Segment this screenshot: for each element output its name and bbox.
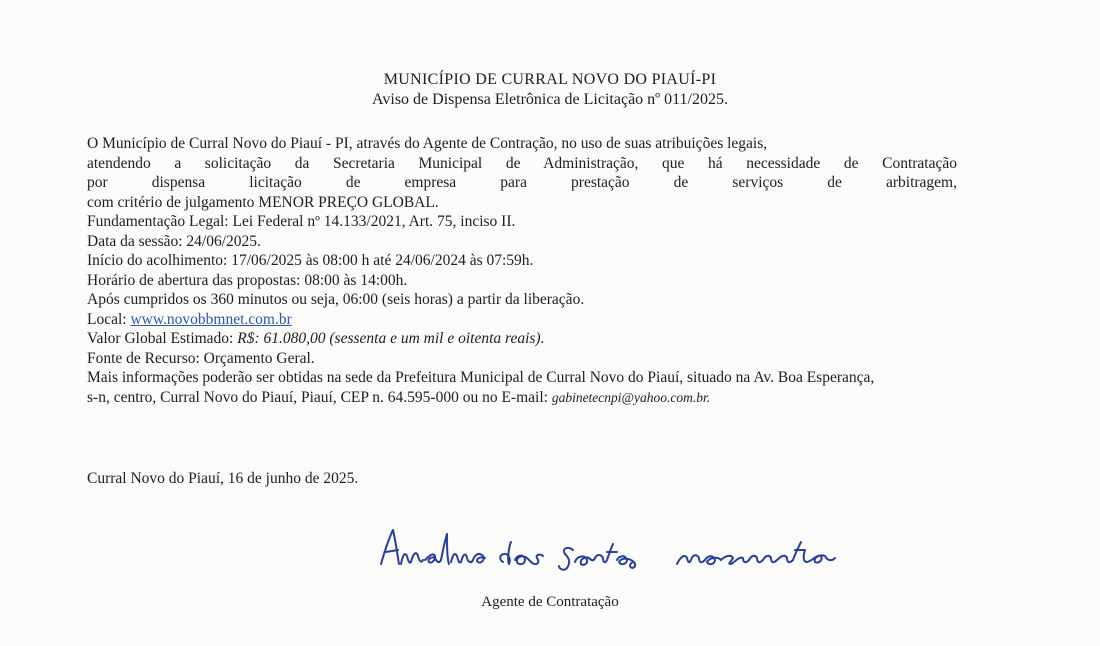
intro-line: por dispensa licitação de empresa para prestação de serviços de arbitragem, xyxy=(87,174,957,191)
location-row xyxy=(87,310,957,330)
more-info-line: Mais informações poderão ser obtidas na sede da Prefeitura Municipal de Curral Novo do Piauí, situado na Av. Boa Esperança, xyxy=(87,369,875,386)
funding-source: Fonte de Recurso: Orçamento Geral. xyxy=(87,349,315,367)
address-text: s-n, centro, Curral Novo do Piauí, Piauí, CEP n. 64.595-000 ou no E-mail: xyxy=(87,388,548,406)
municipality-title: MUNICÍPIO DE CURRAL NOVO DO PIAUÍ-PI xyxy=(383,71,717,88)
reception-period: Início do acolhimento: 17/06/2025 às 08:00 h até 24/06/2024 às 07:59h. xyxy=(87,252,534,269)
legal-basis: Fundamentação Legal: Lei Federal nº 14.133/2021, Art. 75, inciso II. xyxy=(87,213,516,230)
intro-line: O Município de Curral Novo do Piauí - PI, através do Agente de Contração, no uso de suas atribuições legais, xyxy=(87,135,768,152)
notice-body xyxy=(87,134,957,407)
document-header xyxy=(0,70,1100,110)
signature-image xyxy=(375,520,845,590)
intro-paragraph xyxy=(87,134,957,212)
intro-line: atendendo a solicitação da Secretaria Municipal de Administração, que há necessidade de Contratação xyxy=(87,154,957,172)
session-date: Data da sessão: 24/06/2025. xyxy=(87,232,261,250)
estimated-value-row xyxy=(87,329,957,349)
after-period-note: Após cumpridos os 360 minutos ou seja, 06:00 (seis horas) a partir da liberação. xyxy=(87,291,585,308)
more-info-line xyxy=(87,388,957,408)
intro-line: com critério de julgamento MENOR PREÇO GLOBAL. xyxy=(87,193,439,211)
notice-subtitle: Aviso de Dispensa Eletrônica de Licitação nº 011/2025. xyxy=(372,91,728,108)
estimated-value: R$: 61.080,00 (sessenta e um mil e oitenta reais). xyxy=(237,330,545,347)
estimated-value-label: Valor Global Estimado: xyxy=(87,330,234,347)
location-label: Local: xyxy=(87,310,127,328)
signer-role: Agente de Contratação xyxy=(481,594,619,610)
place-and-date: Curral Novo do Piauí, 16 de junho de 2025. xyxy=(87,470,359,487)
opening-hours: Horário de abertura das propostas: 08:00 às 14:00h. xyxy=(87,271,408,289)
handwritten-signature xyxy=(375,520,845,590)
contact-email[interactable]: gabinetecnpi@yahoo.com.br. xyxy=(551,389,711,405)
location-link[interactable]: www.novobbmnet.com.br xyxy=(130,310,292,328)
